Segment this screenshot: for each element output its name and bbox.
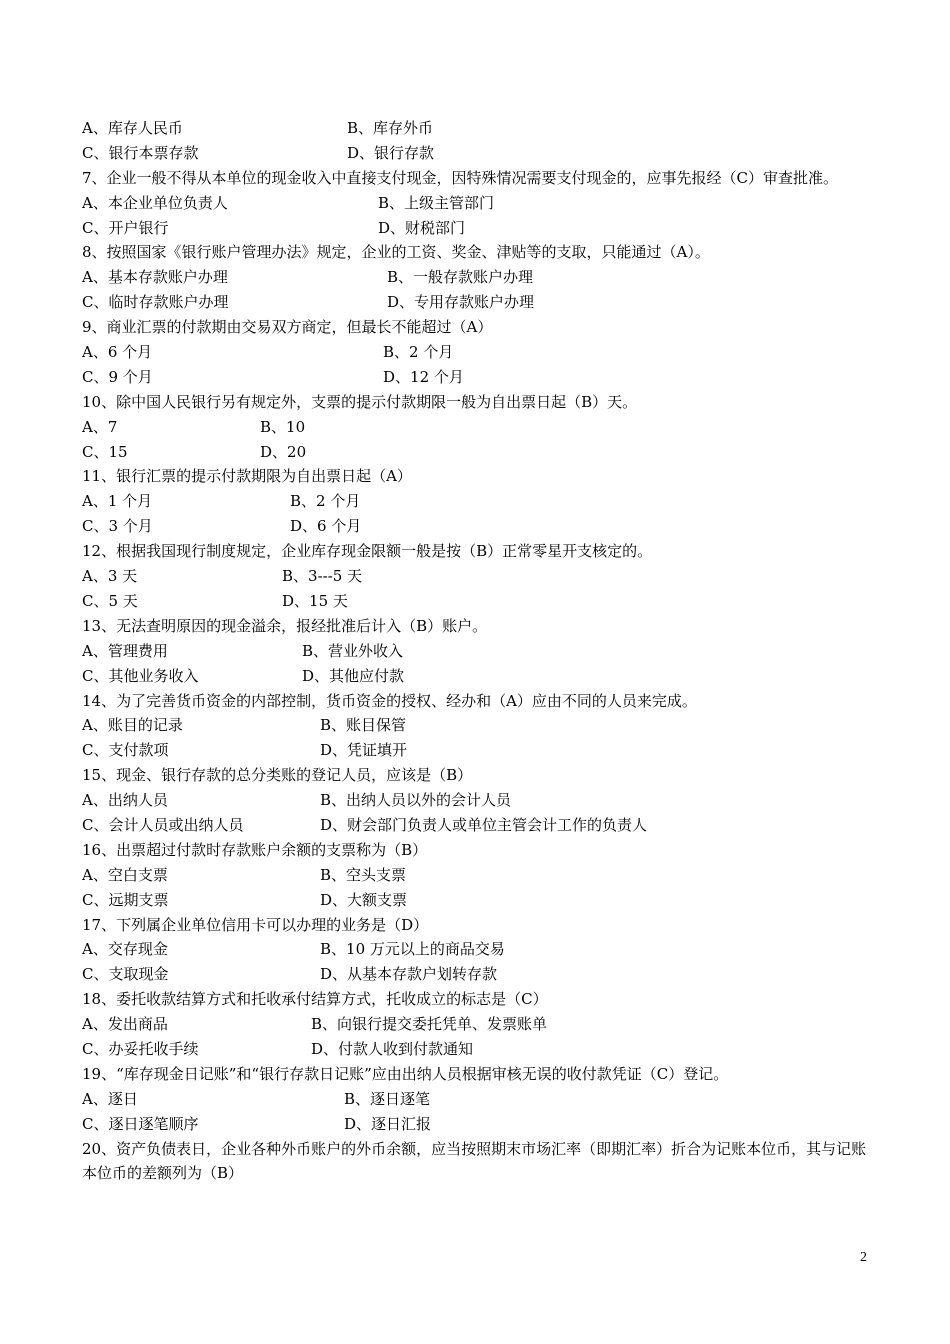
option-c: C、临时存款账户办理 <box>82 293 229 312</box>
option-row <box>82 888 870 913</box>
option-row <box>82 788 870 813</box>
option-c: C、开户银行 <box>82 218 169 237</box>
question-stem: 19、“库存现金日记账”和“银行存款日记账”应由出纳人员根据审核无误的收付款凭证（C）登记。 <box>82 1064 729 1083</box>
option-row <box>82 415 870 440</box>
option-row <box>82 1087 870 1112</box>
option-a: A、7 <box>82 417 118 436</box>
option-d: D、逐日汇报 <box>344 1114 432 1133</box>
option-row <box>82 290 870 315</box>
option-b: B、账目保管 <box>320 716 407 735</box>
option-b: B、3---5 天 <box>282 567 363 586</box>
option-a: A、基本存款账户办理 <box>82 268 228 287</box>
option-d: D、财会部门负责人或单位主管会计工作的负责人 <box>320 815 648 834</box>
option-b: B、营业外收入 <box>302 641 404 660</box>
question-stem: 20、资产负债表日，企业各种外币账户的外币余额，应当按照期末市场汇率（即期汇率）折合为记账本位币，其与记账本位币的差额列为（B） <box>82 1139 867 1183</box>
option-c: C、9 个月 <box>82 367 153 386</box>
option-d: D、20 <box>260 442 307 461</box>
option-b: B、10 万元以上的商品交易 <box>320 940 505 959</box>
option-b: B、空头支票 <box>320 865 407 884</box>
option-row <box>82 191 870 216</box>
option-row <box>82 116 870 141</box>
option-b: B、逐日逐笔 <box>344 1089 431 1108</box>
option-d: D、付款人收到付款通知 <box>311 1039 474 1058</box>
question-stem: 12、根据我国现行制度规定，企业库存现金限额一般是按（B）正常零星开支核定的。 <box>82 542 653 561</box>
option-c: C、3 个月 <box>82 517 153 536</box>
question-list <box>82 116 870 1186</box>
option-d: D、专用存款账户办理 <box>387 293 535 312</box>
option-a: A、6 个月 <box>82 343 153 362</box>
option-d: D、15 天 <box>282 591 348 610</box>
option-b: B、向银行提交委托凭单、发票账单 <box>311 1015 548 1034</box>
option-b: B、10 <box>260 417 306 436</box>
option-b: B、库存外币 <box>347 119 434 137</box>
option-row <box>82 1012 870 1037</box>
option-d: D、从基本存款户划转存款 <box>320 965 498 984</box>
option-c: C、逐日逐笔顺序 <box>82 1114 199 1133</box>
option-a: A、3 天 <box>82 567 138 586</box>
question-stem: 10、除中国人民银行另有规定外，支票的提示付款期限一般为自出票日起（B）天。 <box>82 392 638 411</box>
option-row <box>82 813 870 838</box>
option-c: C、办妥托收手续 <box>82 1039 199 1058</box>
option-a: A、发出商品 <box>82 1015 168 1034</box>
option-row <box>82 440 870 465</box>
option-c: C、支付款项 <box>82 741 169 760</box>
option-row <box>82 962 870 987</box>
option-c: C、支取现金 <box>82 965 169 984</box>
option-row <box>82 1037 870 1062</box>
option-b: B、2 个月 <box>290 492 361 511</box>
option-d: D、财税部门 <box>378 218 466 237</box>
option-c: C、15 <box>82 442 128 461</box>
option-c: C、其他业务收入 <box>82 666 199 685</box>
option-d: D、大额支票 <box>320 890 408 909</box>
option-b: B、2 个月 <box>383 343 454 362</box>
option-row <box>82 141 870 166</box>
option-a: A、本企业单位负责人 <box>82 193 228 212</box>
question-stem: 15、现金、银行存款的总分类账的登记人员，应该是（B） <box>82 766 473 785</box>
question-stem: 13、无法查明原因的现金溢余，报经批准后计入（B）账户。 <box>82 616 488 635</box>
option-row <box>82 863 870 888</box>
option-row <box>82 514 870 539</box>
option-d: D、银行存款 <box>347 143 435 162</box>
question-stem: 11、银行汇票的提示付款期限为自出票日起（A） <box>82 467 412 486</box>
question-stem: 8、按照国家《银行账户管理办法》规定，企业的工资、奖金、津贴等的支取，只能通过（A）。 <box>82 243 710 262</box>
option-a: A、出纳人员 <box>82 791 168 810</box>
option-row <box>82 365 870 390</box>
option-a: A、管理费用 <box>82 641 168 660</box>
option-d: D、凭证填开 <box>320 741 408 760</box>
question-stem: 18、委托收款结算方式和托收承付结算方式，托收成立的标志是（C） <box>82 990 548 1009</box>
option-row <box>82 265 870 290</box>
option-c: C、银行本票存款 <box>82 143 199 162</box>
option-c: C、5 天 <box>82 591 138 610</box>
question-stem: 9、商业汇票的付款期由交易双方商定，但最长不能超过（A） <box>82 318 493 337</box>
option-row <box>82 713 870 738</box>
option-row <box>82 1112 870 1137</box>
question-stem: 14、为了完善货币资金的内部控制，货币资金的授权、经办和（A）应由不同的人员来完成。 <box>82 691 697 710</box>
option-row <box>82 489 870 514</box>
option-a: A、1 个月 <box>82 492 153 511</box>
option-b: B、上级主管部门 <box>378 193 495 212</box>
option-c: C、远期支票 <box>82 890 169 909</box>
option-row <box>82 589 870 614</box>
option-a: A、账目的记录 <box>82 716 183 735</box>
option-d: D、12 个月 <box>383 367 464 386</box>
option-row <box>82 639 870 664</box>
option-row <box>82 340 870 365</box>
option-row <box>82 216 870 241</box>
option-d: D、6 个月 <box>290 517 362 536</box>
option-c: C、会计人员或出纳人员 <box>82 815 244 834</box>
option-row <box>82 664 870 689</box>
option-b: B、出纳人员以外的会计人员 <box>320 791 512 810</box>
option-a: A、空白支票 <box>82 865 168 884</box>
option-a: A、交存现金 <box>82 940 168 959</box>
option-a: A、逐日 <box>82 1089 138 1108</box>
page-number: 2 <box>860 1250 867 1265</box>
option-b: B、一般存款账户办理 <box>387 268 534 287</box>
option-row <box>82 564 870 589</box>
option-a: A、库存人民币 <box>82 119 183 137</box>
question-stem: 17、下列属企业单位信用卡可以办理的业务是（D） <box>82 915 429 934</box>
option-d: D、其他应付款 <box>302 666 405 685</box>
question-stem: 16、出票超过付款时存款账户余额的支票称为（B） <box>82 840 428 859</box>
option-row <box>82 738 870 763</box>
option-row <box>82 937 870 962</box>
question-stem: 7、企业一般不得从本单位的现金收入中直接支付现金，因特殊情况需要支付现金的，应事先报经（C）审查批准。 <box>82 168 839 187</box>
